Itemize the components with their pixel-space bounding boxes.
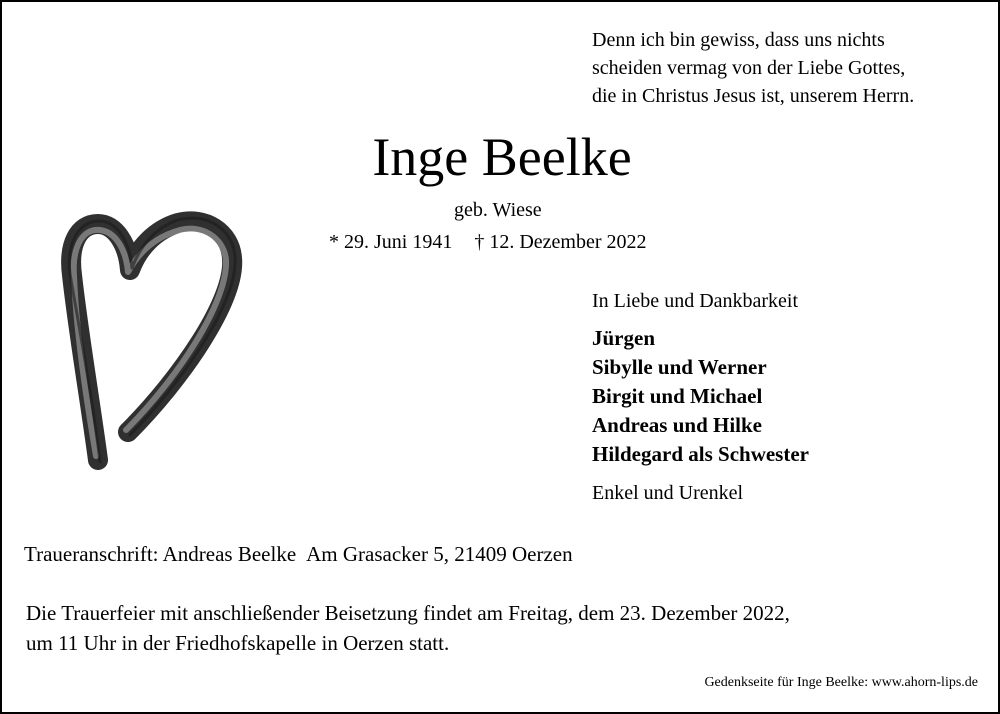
address-street: Am Grasacker 5, 21409 Oerzen <box>306 542 573 566</box>
mourners-list <box>592 324 809 469</box>
life-dates <box>329 230 647 254</box>
mourners-intro: In Liebe und Dankbarkeit <box>592 290 799 312</box>
verse-line: scheiden vermag von der Liebe Gottes, <box>592 57 906 79</box>
bible-verse <box>592 26 914 110</box>
list-item: Andreas und Hilke <box>592 413 762 437</box>
ceremony-info <box>26 598 790 658</box>
list-item: Hildegard als Schwester <box>592 442 809 466</box>
memorial-page-link[interactable]: Gedenkseite für Inge Beelke: www.ahorn-lips.de <box>704 675 978 690</box>
grandchildren-line: Enkel und Urenkel <box>592 482 744 504</box>
heart-icon <box>60 210 245 472</box>
list-item: Jürgen <box>592 326 655 350</box>
birth-name: geb. Wiese <box>454 199 542 221</box>
verse-line: die in Christus Jesus ist, unserem Herrn. <box>592 85 915 107</box>
list-item: Sibylle und Werner <box>592 355 767 379</box>
ceremony-line: um 11 Uhr in der Friedhofskapelle in Oerzen statt. <box>26 631 450 655</box>
ceremony-line: Die Trauerfeier mit anschließender Beisetzung findet am Freitag, dem 23. Dezember 2022, <box>26 601 790 625</box>
verse-line: Denn ich bin gewiss, dass uns nichts <box>592 29 885 51</box>
mourning-address <box>24 540 573 568</box>
deceased-name: Inge Beelke <box>372 127 632 187</box>
birth-date: * 29. Juni 1941 <box>329 231 453 253</box>
list-item: Birgit und Michael <box>592 384 763 408</box>
address-label: Traueranschrift: Andreas Beelke <box>24 542 297 566</box>
death-date: † 12. Dezember 2022 <box>474 231 647 253</box>
